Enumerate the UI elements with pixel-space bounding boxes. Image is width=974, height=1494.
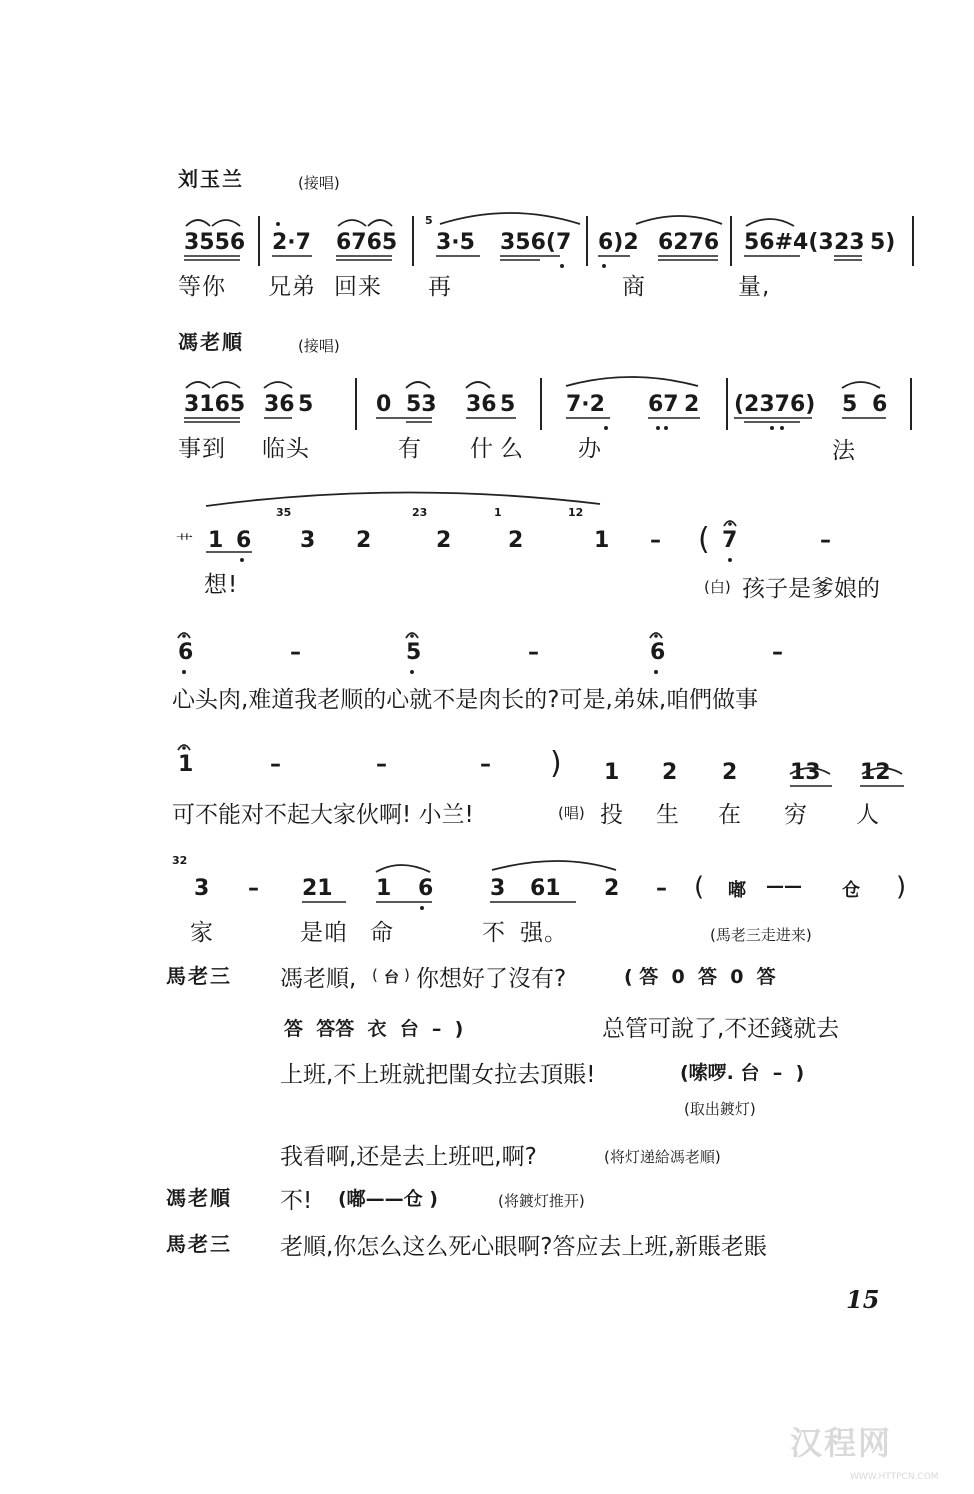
- dialogue-text: 馮老順,: [280, 966, 357, 992]
- note-group: –: [376, 752, 387, 777]
- note-group: 1: [594, 528, 610, 553]
- watermark-text: 汉程网: [790, 1424, 893, 1462]
- lyric: 办: [578, 436, 602, 462]
- lyric: 生: [656, 802, 680, 828]
- octave-dot: [240, 558, 244, 562]
- note-group: 2: [436, 528, 452, 553]
- note-group: 3: [194, 876, 210, 901]
- note-group: –: [650, 528, 661, 553]
- octave-dot: [410, 670, 414, 674]
- note-group: ): [550, 746, 562, 781]
- note-group: 5): [870, 230, 896, 255]
- page-number: 15: [846, 1285, 880, 1314]
- note-group: 6: [872, 392, 888, 417]
- watermark-sub: WWW.HTTPCN.COM: [850, 1472, 939, 1482]
- note-group: –: [772, 640, 783, 665]
- paren-close: ): [404, 966, 410, 984]
- percussion-line: ( 答 0 答 0 答: [624, 966, 776, 988]
- note-group: 5: [298, 392, 314, 417]
- slur: [492, 861, 616, 870]
- octave-dot: [602, 264, 606, 268]
- note-group: 3·5: [436, 230, 475, 255]
- note-group: 3: [300, 528, 316, 553]
- note-group: 61: [530, 876, 561, 901]
- lyric: 投: [600, 802, 624, 828]
- sing-cue: (唱): [558, 804, 585, 822]
- note-group: 13: [790, 760, 821, 785]
- slur: [212, 220, 240, 226]
- lyric: 人: [856, 802, 880, 828]
- octave-dot: [182, 670, 186, 674]
- slur: [186, 382, 210, 388]
- note-group: –: [248, 876, 259, 901]
- stage-direction: (将灯递給馮老順): [604, 1148, 721, 1166]
- note-group: 1: [208, 528, 224, 553]
- spoken-text: 心头肉,难道我老顺的心就不是肉长的?可是,弟妹,咱們做事: [172, 687, 759, 713]
- free-tempo-mark: 艹: [176, 533, 193, 553]
- octave-dot: [604, 426, 608, 430]
- octave-dot: [656, 426, 660, 430]
- speaker-feng-laoshun: 馮老順: [178, 330, 244, 354]
- note-group: 6: [178, 640, 194, 665]
- octave-dot: [664, 426, 668, 430]
- note-group: –: [480, 752, 491, 777]
- fermata-dot: [182, 634, 186, 638]
- lyric: 强。: [520, 920, 568, 946]
- note-group: 36: [264, 392, 295, 417]
- slur: [746, 219, 794, 226]
- note-group: 12: [860, 760, 891, 785]
- lyric: 事到: [178, 436, 226, 462]
- grace-note: 1: [494, 506, 502, 519]
- note-group: 2: [662, 760, 678, 785]
- grace-note: 5: [425, 214, 433, 227]
- note-group: 2: [356, 528, 372, 553]
- note-group: 6)2: [598, 230, 639, 255]
- lyric: 是咱: [300, 920, 348, 946]
- note-group: 23: [834, 230, 865, 255]
- slur: [862, 768, 902, 774]
- spoken-cue: (白): [704, 578, 731, 596]
- dialogue-text: 上班,不上班就把閨女拉去頂賬!: [280, 1062, 596, 1088]
- note-group: 6765: [336, 230, 398, 255]
- speaker-feng-laoshun: 馮老順: [166, 1186, 232, 1210]
- grace-note: 32: [172, 854, 188, 867]
- lyric: 家: [190, 920, 214, 946]
- lyric: 在: [718, 802, 742, 828]
- lyric: 么: [500, 436, 524, 462]
- note-group: 2: [604, 876, 620, 901]
- percussion: 嘟: [728, 880, 746, 901]
- speaker-ma-laosan: 馬老三: [166, 1232, 232, 1256]
- spoken-text: 可不能对不起大家伙啊! 小兰!: [172, 802, 474, 828]
- octave-dot: [420, 906, 424, 910]
- note-group: 3: [490, 876, 506, 901]
- note-group: –: [290, 640, 301, 665]
- note-group: 356(7: [500, 230, 572, 255]
- speaker-ma-laosan: 馬老三: [166, 964, 232, 988]
- fermata-dot: [182, 746, 186, 750]
- cue-jiechang: (接唱): [298, 174, 340, 192]
- dialogue-text: 我看啊,还是去上班吧,啊?: [280, 1144, 537, 1170]
- percussion-line: (嘟——仓 ): [338, 1188, 438, 1210]
- note-group: 56#4(3: [744, 230, 834, 255]
- lyric: 法: [832, 438, 856, 464]
- spoken-text: 孩子是爹娘的: [742, 576, 880, 602]
- lyric: 回来: [334, 274, 382, 300]
- slur: [206, 492, 600, 506]
- fermata-dot: [728, 522, 732, 526]
- fermata-dot: [410, 634, 414, 638]
- speaker-liu-yulan: 刘玉兰: [178, 167, 244, 191]
- paren-open: (: [372, 966, 378, 984]
- octave-dot: [276, 222, 280, 226]
- note-group: 0: [376, 392, 392, 417]
- note-group: 1: [376, 876, 392, 901]
- lyric: 等你: [178, 274, 226, 300]
- slur: [636, 216, 722, 224]
- note-group: 3556: [184, 230, 246, 255]
- lyric: 兄弟: [268, 274, 316, 300]
- note-group: –: [656, 876, 667, 901]
- note-group: (: [698, 522, 710, 557]
- lyric: 穷: [784, 802, 808, 828]
- percussion: ——: [766, 876, 802, 897]
- lyric: 命: [370, 920, 394, 946]
- note-group: –: [528, 640, 539, 665]
- slur: [376, 865, 430, 872]
- slur: [440, 213, 580, 224]
- stage-direction: (将鍍灯推开): [498, 1192, 585, 1210]
- lyric: 商: [622, 274, 646, 300]
- octave-dot: [770, 426, 774, 430]
- stage-direction: (取出鍍灯): [684, 1100, 756, 1118]
- paren-inner: 台: [384, 968, 400, 986]
- note-group: 1: [604, 760, 620, 785]
- note-group: 2: [508, 528, 524, 553]
- lyric: 量,: [738, 274, 771, 300]
- slur: [466, 382, 490, 388]
- slur: [790, 768, 830, 774]
- note-group: 2·7: [272, 230, 311, 255]
- note-group: 5: [406, 640, 422, 665]
- note-group: –: [820, 528, 831, 553]
- note-group: 3165: [184, 392, 246, 417]
- dialogue-text: 你想好了沒有?: [416, 966, 567, 992]
- lyric: 再: [428, 274, 452, 300]
- slur: [406, 382, 430, 388]
- note-group: 7: [722, 528, 738, 553]
- note-group: 67: [648, 392, 679, 417]
- slur: [842, 382, 880, 388]
- lyric: 想!: [204, 572, 239, 598]
- note-group: –: [270, 752, 281, 777]
- note-group: 36: [466, 392, 497, 417]
- grace-note: 23: [412, 506, 428, 519]
- note-group: (2376): [734, 392, 816, 417]
- note-group: 2: [684, 392, 700, 417]
- fermata-dot: [654, 634, 658, 638]
- percussion-line: 答 答答 衣 台 – ): [284, 1018, 464, 1040]
- percussion: (: [694, 872, 705, 902]
- octave-dot: [560, 264, 564, 268]
- note-group: 6: [236, 528, 252, 553]
- percussion-line: (嗦啰. 台 – ): [680, 1062, 805, 1084]
- octave-dot: [780, 426, 784, 430]
- octave-dot: [728, 558, 732, 562]
- note-group: 6: [650, 640, 666, 665]
- stage-direction: (馬老三走进来): [710, 926, 812, 944]
- note-group: 5: [500, 392, 516, 417]
- slur: [338, 220, 366, 226]
- dialogue-text: 老順,你怎么这么死心眼啊?答应去上班,新賬老賬: [280, 1234, 767, 1260]
- note-group: 1: [178, 752, 194, 777]
- lyric: 有: [398, 436, 422, 462]
- slur: [264, 382, 292, 388]
- cue-jiechang: (接唱): [298, 337, 340, 355]
- dialogue-text: 不!: [280, 1188, 313, 1214]
- dialogue-text: 总管可說了,不还錢就去: [602, 1016, 840, 1042]
- lyric: 临头: [262, 436, 310, 462]
- slur: [186, 220, 210, 226]
- note-group: 53: [406, 392, 437, 417]
- note-group: 6: [418, 876, 434, 901]
- grace-note: 12: [568, 506, 584, 519]
- percussion: 仓: [842, 880, 860, 901]
- slur: [566, 377, 698, 386]
- note-group: 5: [842, 392, 858, 417]
- note-group: 6276: [658, 230, 720, 255]
- note-group: 7·2: [566, 392, 605, 417]
- grace-note: 35: [276, 506, 292, 519]
- octave-dot: [654, 670, 658, 674]
- slur: [368, 220, 392, 226]
- note-group: 2: [722, 760, 738, 785]
- note-group: 21: [302, 876, 333, 901]
- slur: [212, 382, 240, 388]
- lyric: 什: [470, 436, 494, 462]
- lyric: 不: [482, 920, 506, 946]
- percussion: ): [896, 872, 907, 902]
